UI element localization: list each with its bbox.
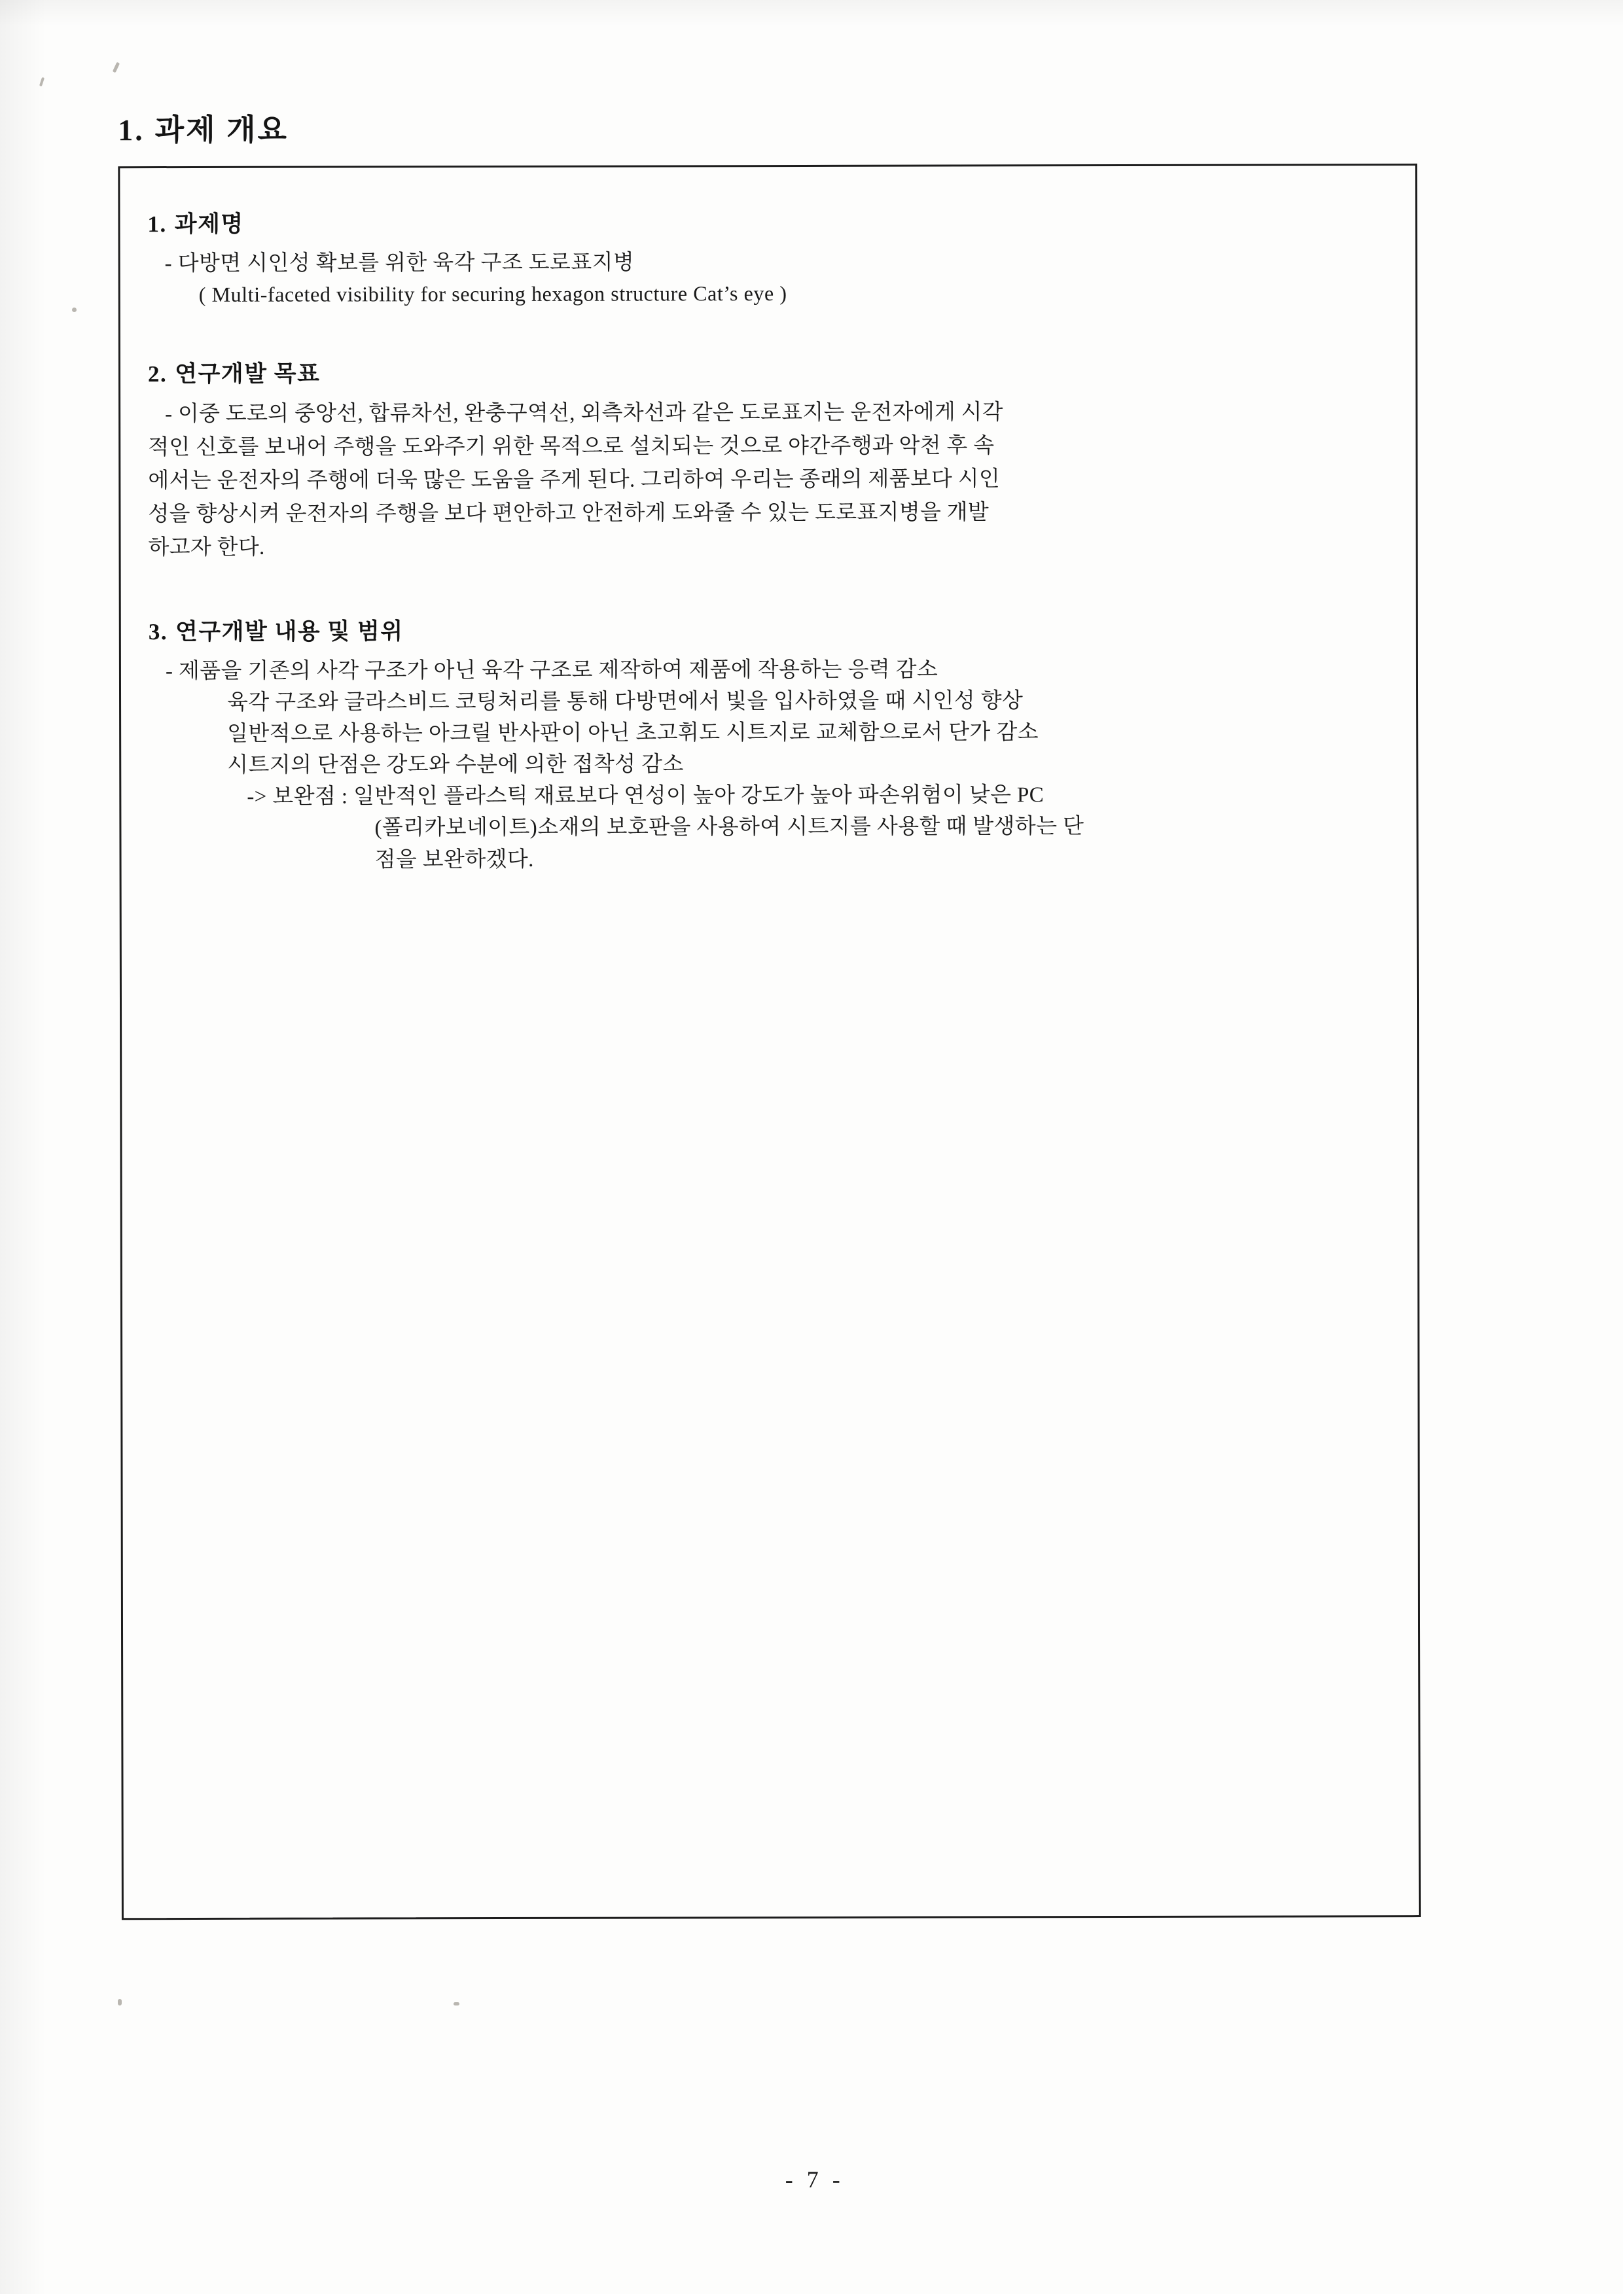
section-3-line-6: (폴리카보네이트)소재의 보호판을 사용하여 시트지를 사용할 때 발생하는 단: [374, 815, 1084, 840]
section-project-name: [147, 203, 1387, 310]
section-1-label: 과제명: [174, 211, 244, 238]
content-box: [118, 164, 1421, 1920]
section-3-line-4: 시트지의 단점은 강도와 수분에 의한 접착성 감소: [227, 752, 684, 777]
section-2-label: 연구개발 목표: [175, 361, 321, 387]
section-2-line-2: 적인 신호를 보내어 주행을 도와주기 위한 목적으로 설치되는 것으로 야간주행과 악천 후 속: [148, 434, 995, 460]
spacer: [148, 330, 1388, 356]
section-2-line-1: - 이중 도로의 중앙선, 합류차선, 완충구역선, 외측차선과 같은 도로표지는 운전자에게 시각: [165, 400, 1004, 426]
spacer: [149, 585, 1389, 614]
section-1-line-2: ( Multi-faceted visibility for securing hexagon structure Cat’s eye ): [198, 281, 787, 307]
section-2-line-5: 하고자 한다.: [148, 536, 265, 560]
section-research-scope: [149, 611, 1389, 876]
section-research-objective: [148, 353, 1389, 565]
section-3-line-1: - 제품을 기존의 사각 구조가 아닌 육각 구조로 제작하여 제품에 작용하는 응력 감소: [165, 658, 938, 683]
section-3-title: [149, 611, 1389, 646]
page-title-text: 과제 개요: [154, 113, 289, 147]
page-title-number: 1.: [118, 113, 145, 147]
section-1-number: 1.: [147, 211, 167, 238]
content-box-inner: [147, 203, 1389, 898]
section-1-line-1: - 다방면 시인성 확보를 위한 육각 구조 도로표지병: [164, 251, 635, 276]
section-1-title: [147, 203, 1387, 239]
section-2-paragraph: [148, 395, 1389, 565]
section-2-number: 2.: [147, 361, 168, 387]
section-3-line-5: -> 보완점 : 일반적인 플라스틱 재료보다 연성이 높아 강도가 높아 파손위험이 낮은 PC: [247, 783, 1044, 809]
section-2-line-4: 성을 향상시켜 운전자의 주행을 보다 편안하고 안전하게 도와줄 수 있는 도로표지병을 개발: [148, 501, 990, 527]
section-2-title: [148, 353, 1388, 389]
section-3-line-3: 일반적으로 사용하는 아크릴 반사판이 아닌 초고휘도 시트지로 교체함으로서 단가 감소: [227, 720, 1039, 746]
section-2-line-3: 에서는 운전자의 주행에 더욱 많은 도움을 주게 된다. 그리하여 우리는 종래의 제품보다 시인: [148, 467, 1001, 493]
section-3-label: 연구개발 내용 및 범위: [175, 618, 404, 645]
section-3-number: 3.: [148, 618, 168, 645]
page-title: [118, 106, 289, 150]
section-3-line-7: 점을 보완하겠다.: [374, 847, 534, 872]
section-3-line-2: 육각 구조와 글라스비드 코팅처리를 통해 다방면에서 빛을 입사하였을 때 시인성 향상: [227, 689, 1024, 715]
page-number: - 7 -: [785, 2166, 844, 2193]
